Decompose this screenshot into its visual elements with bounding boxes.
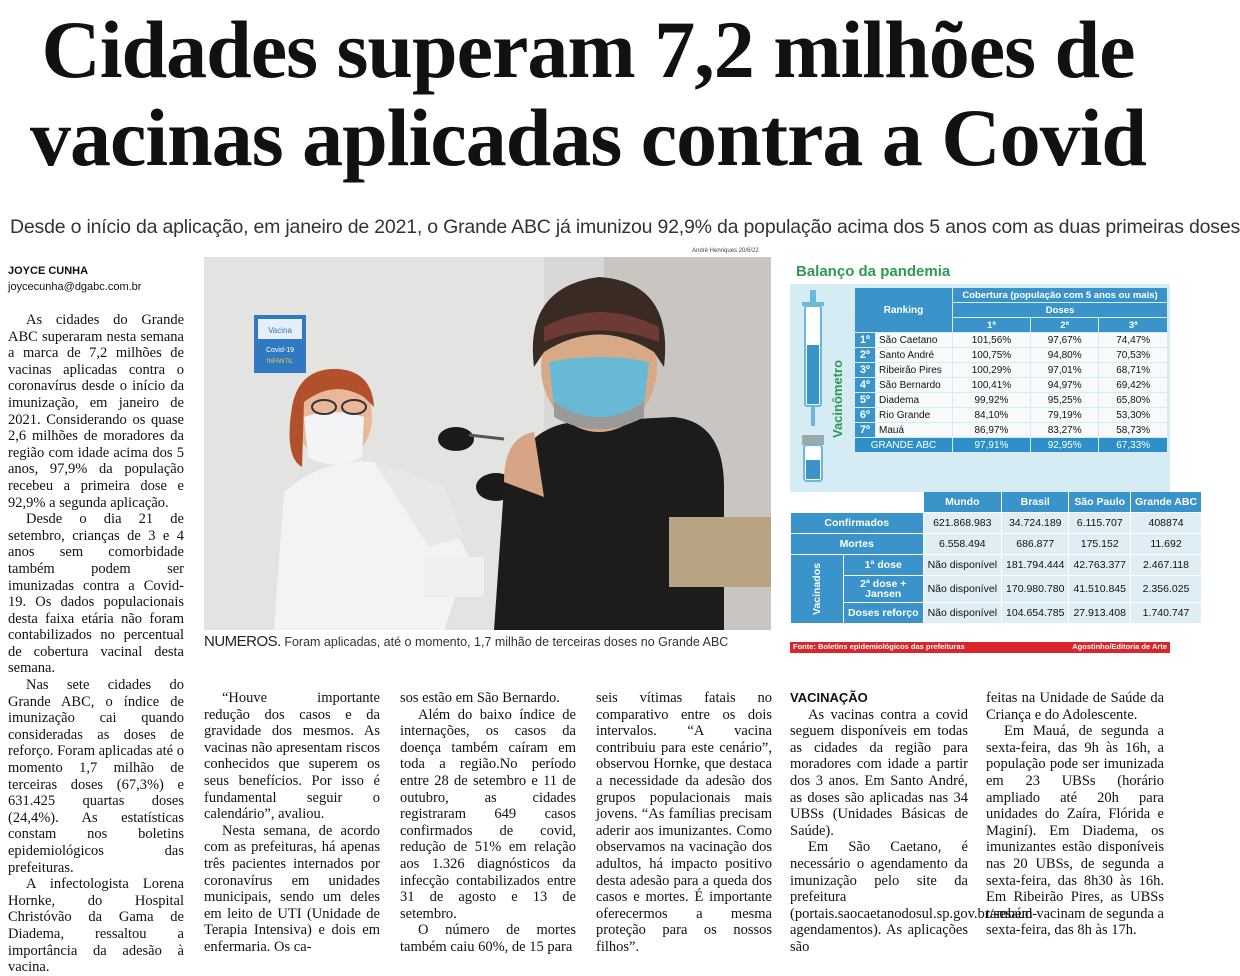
world-stats-table	[790, 491, 1202, 624]
photo-caption	[204, 633, 774, 650]
table-row: 7º Mauá 86,97% 83,27% 58,73%	[855, 423, 1167, 437]
paragraph: Nas sete cidades do Grande ABC, o índice de imunização cai quando consideradas as doses de reforço. Foram aplicadas até o momento 1,7 milhão de terceiras doses (67,3%) e 631.425 quartas doses (24,4%). As estatísticas constam nos boletins epidemiológicos das prefeituras.	[8, 677, 184, 876]
dose-col-header: 1ª	[953, 318, 1030, 332]
headline: Cidades superam 7,2 milhões de vacinas aplicadas contra a Covid	[29, 4, 1147, 183]
doses-header: Doses	[953, 303, 1167, 317]
caption-label: NUMEROS.	[204, 633, 281, 650]
table-row: 2º Santo André 100,75% 94,80% 70,53%	[855, 348, 1167, 362]
paragraph: seis vítimas fatais no comparativo entre os dois intervalos. “A vacina contribuiu para este cenário”, observou Hornke, que destaca a necessidade da adesão dos grupos populacionais mais jovens. “As famílias precisam aderir aos imunizantes. Como observamos na vacinação dos adultos, há impacto positivo desta adesão para a queda dos casos e mortes. É importante oferecermos a mesma proteção para os nossos filhos”.	[596, 690, 772, 955]
paragraph: Além do baixo índice de internações, os casos da doença também caíram em toda a região.No período entre 28 de setembro e 11 de outubro, as cidades registraram 649 casos confirmados de covid, redução de 51% em relação aos 1.326 diagnósticos da infecção contabilizados entre 31 de agosto e 13 de setembro.	[400, 706, 576, 922]
total-row: GRANDE ABC 97,91% 92,95% 67,33%	[855, 438, 1167, 452]
poster-text: Vacina	[268, 326, 292, 335]
dose-col-header: 2ª	[1031, 318, 1099, 332]
col-header: Grande ABC	[1131, 492, 1201, 512]
pandemic-infographic	[790, 258, 1198, 651]
article-column-5	[790, 690, 1038, 956]
article-column-2	[204, 690, 380, 956]
paragraph: sos estão em São Bernardo.	[400, 690, 560, 706]
col-header: São Paulo	[1069, 492, 1130, 512]
vaccinated-label: Vacinados	[810, 563, 823, 615]
table-row: Confirmados 621.868.983 34.724.189 6.115.707 408874	[791, 513, 1201, 533]
coverage-header: Cobertura (população com 5 anos ou mais)	[953, 288, 1167, 302]
dose-col-header: 3ª	[1099, 318, 1167, 332]
paragraph: O número de mortes também caiu 60%, de 15 para	[400, 922, 576, 955]
table-row: 3º Ribeirão Pires 100,29% 97,01% 68,71%	[855, 363, 1167, 377]
table-row: Vacinados 1ª dose Não disponível 181.794.444 42.763.377 2.467.118	[791, 555, 1201, 575]
article-column-3	[400, 690, 576, 956]
paragraph: “Houve importante redução dos casos e da gravidade dos mesmos. As vacinas não apresentam riscos conhecidos que superem os seus benefícios. Por isso é fundamental seguir o calendário”, avaliou.	[204, 690, 380, 823]
poster-text: Covid-19	[265, 347, 295, 354]
infographic-title: Balanço da pandemia	[796, 263, 951, 280]
ranking-table	[854, 287, 1168, 453]
table-row: Mortes 6.558.494 686.877 175.152 11.692	[791, 534, 1201, 554]
source-text: Fonte: Boletins epidemiológicos das prefeituras	[793, 642, 965, 651]
art-credit: Agostinho/Editoria de Arte	[1072, 642, 1167, 651]
author-email: joycecunha@dgabc.com.br	[8, 281, 142, 293]
ranking-header: Ranking	[855, 288, 952, 332]
article-column-4	[596, 690, 772, 956]
table-row: 2ª dose + Jansen Não disponível 170.980.780 41.510.845 2.356.025	[791, 576, 1201, 602]
article-column-1	[8, 312, 184, 976]
vaccinometer-label: Vacinômetro	[830, 359, 845, 438]
paragraph: As cidades do Grande ABC superaram nesta semana a marca de 7,2 milhões de vacinas aplicadas contra o coronavírus desde o início da imunização, em janeiro de 2021. Considerando os quase 2,6 milhões de moradores da região com idade acima dos 5 anos, 97,9% da população recebeu a primeira dose e 92,9% a segunda aplicação.	[8, 312, 184, 511]
source-bar	[790, 642, 1170, 653]
col-header: Mundo	[924, 492, 1001, 512]
subheadline: Desde o início da aplicação, em janeiro de 2021, o Grande ABC já imunizou 92,9% da população acima dos 5 anos com as duas primeiras doses	[10, 216, 1240, 238]
table-row: 5º Diadema 99,92% 95,25% 65,80%	[855, 393, 1167, 407]
table-row: Doses reforço Não disponível 104.654.785 27.913.408 1.740.747	[791, 603, 1201, 623]
paragraph: As vacinas contra a covid seguem disponíveis em todas as cidades da região para moradores com idade a partir dos 3 anos. Em Santo André, as doses são aplicadas nas 34 UBSs (Unidades Básicas de Saúde).	[790, 706, 968, 839]
author-name: JOYCE CUNHA	[8, 265, 89, 277]
paragraph: feitas na Unidade de Saúde da Criança e do Adolescente.	[986, 690, 1164, 723]
paragraph: Desde o dia 21 de setembro, crianças de 3 e 4 anos sem comorbidade também podem ser imunizadas contra a Covid-19. Os dados populacionais desta faixa etária não foram contabilizados no percentual de cobertura vacinal desta semana.	[8, 511, 184, 677]
col-header: Brasil	[1002, 492, 1068, 512]
vaccination-photo	[204, 257, 771, 630]
table-row: 1º São Caetano 101,56% 97,67% 74,47%	[855, 333, 1167, 347]
paragraph: Nesta semana, de acordo com as prefeituras, há apenas três pacientes internados por coronavírus em unidades municipais, sendo um deles em leito de UTI (Unidade de Terapia Intensiva) e dois em enfermaria. Os ca-	[204, 822, 380, 955]
table-row: 4º São Bernardo 100,41% 94,97% 69,42%	[855, 378, 1167, 392]
section-heading: VACINAÇÃO	[790, 690, 868, 705]
photo-illustration	[204, 257, 771, 630]
table-row: 6º Rio Grande 84,10% 79,19% 53,30%	[855, 408, 1167, 422]
paragraph: Em Mauá, de segunda a sexta-feira, das 9h às 16h, a população pode ser imunizada em 23 UBSs (horário ampliado até 20h para unidades do Zaíra, Flórida e Maginí). Em Diadema, os imunizantes estão disponíveis nas 20 UBSs, de segunda a sexta-feira, das 8h30 às 16h. Em Ribeirão Pires, as UBSs também vacinam de segunda a sexta-feira, das 8h às 17h.	[986, 723, 1164, 939]
photo-credit: André Henriques 20/6/22	[692, 248, 759, 254]
poster-text: INFANTIL	[266, 359, 294, 365]
article-column-6	[986, 690, 1164, 939]
caption-text: Foram aplicadas, até o momento, 1,7 milhão de terceiras doses no Grande ABC	[284, 635, 729, 649]
paragraph: Em São Caetano, é necessário o agendamento da imunização pelo site da prefeitura (portais.saocaetanodosul.sp.gov.br/sesaud-agendamentos). As aplicações são	[790, 839, 1038, 955]
syringe-icon	[796, 290, 830, 486]
paragraph: A infectologista Lorena Hornke, do Hospital Christóvão da Gama de Diadema, ressaltou a importância da adesão à vacina.	[8, 876, 184, 976]
